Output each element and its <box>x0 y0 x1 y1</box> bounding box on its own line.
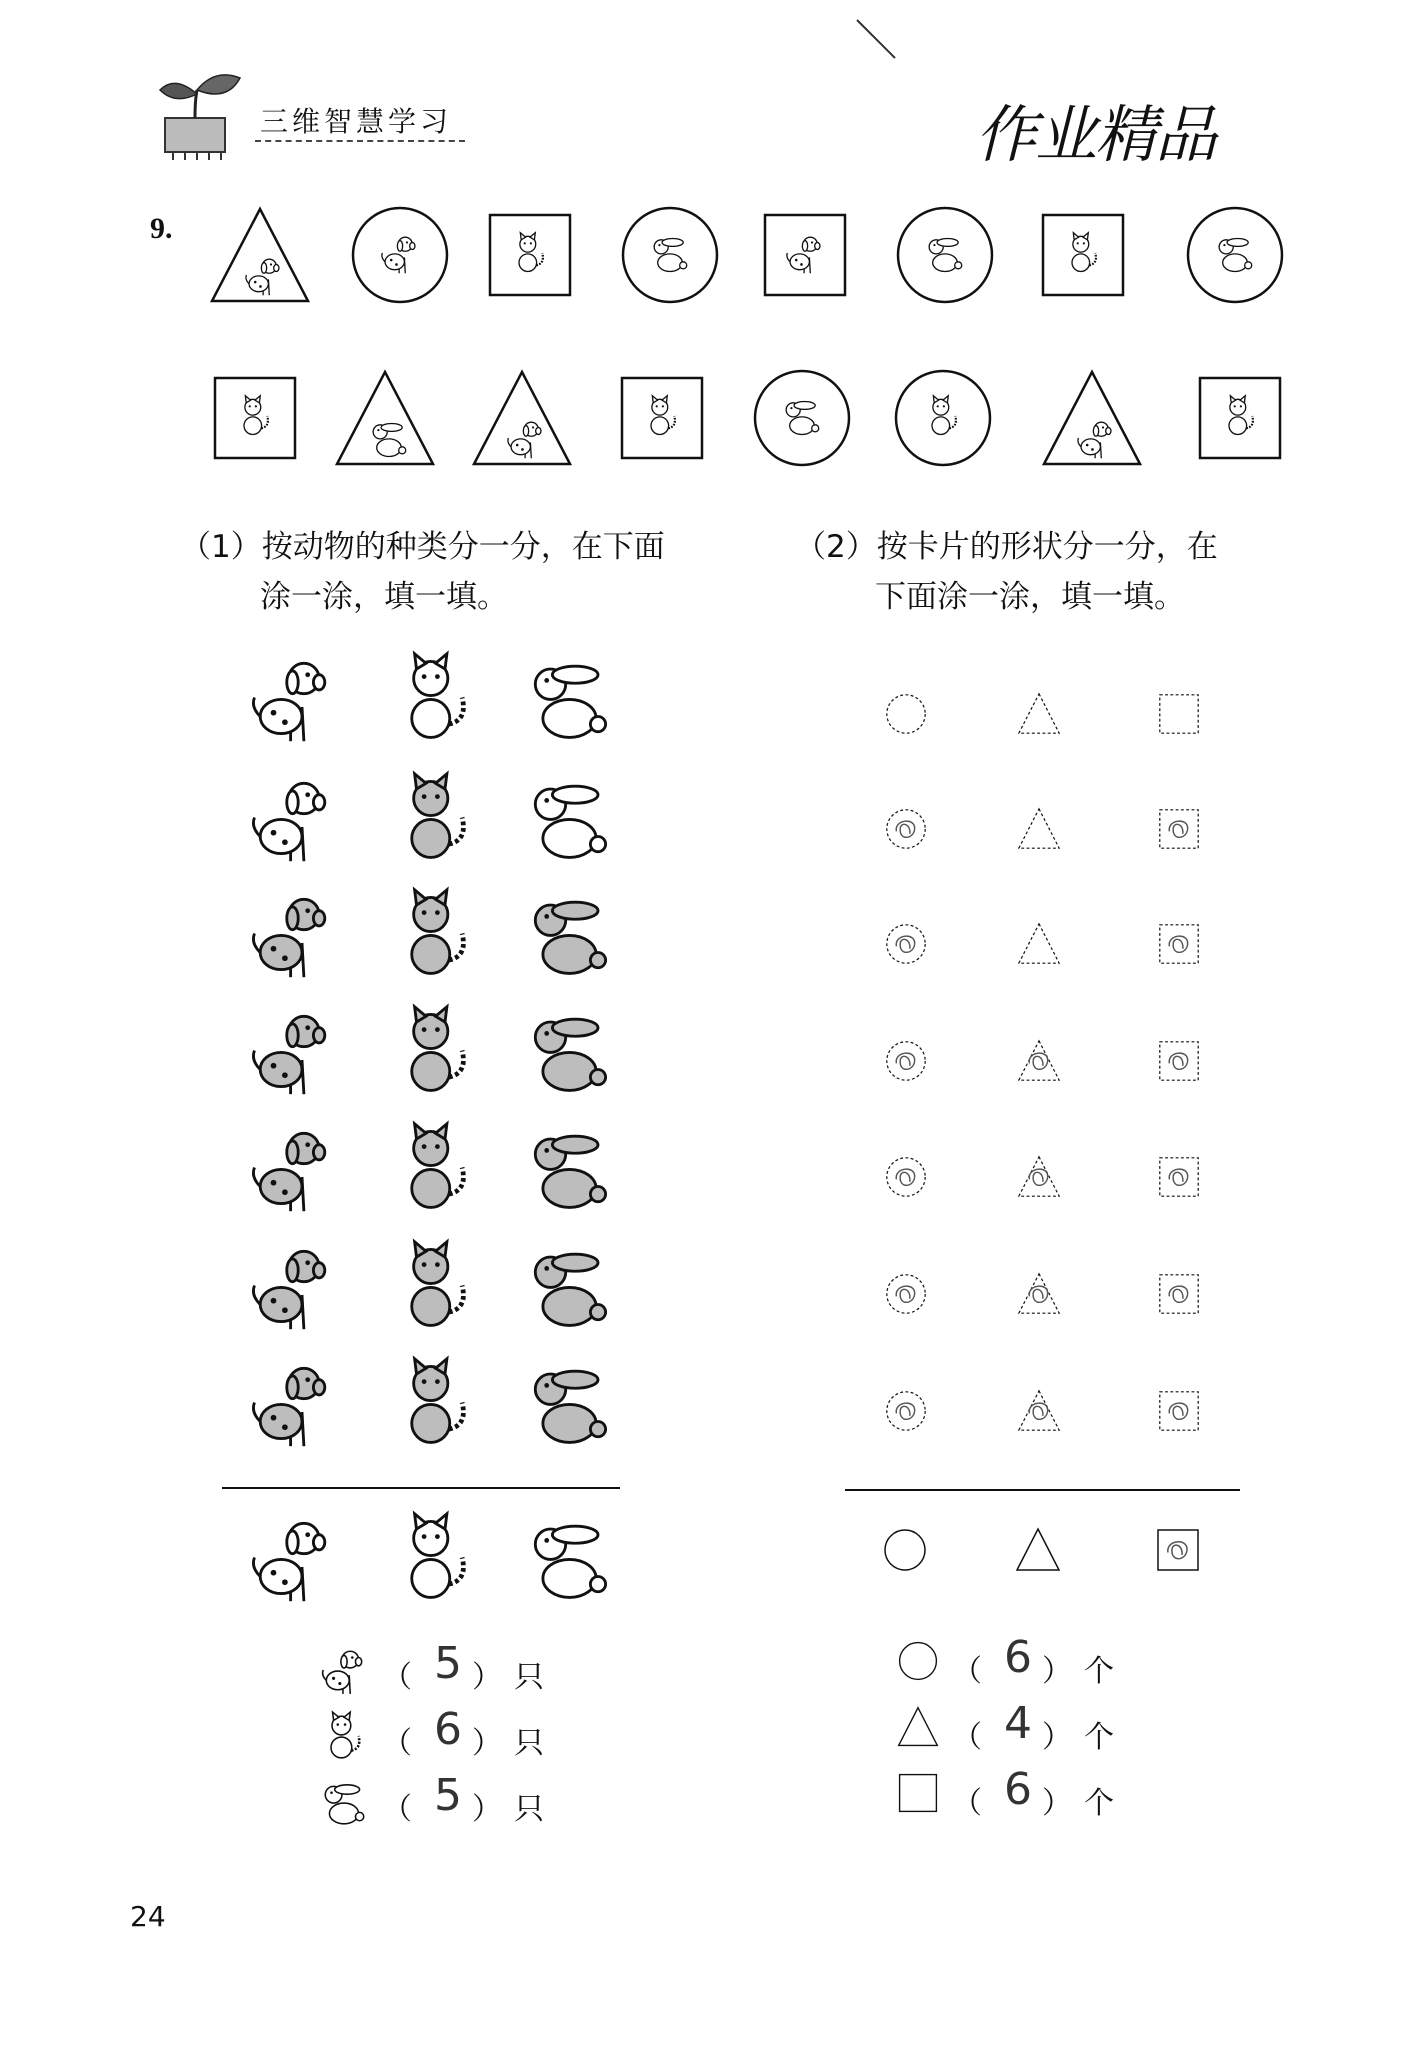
card-square-dog <box>755 205 855 305</box>
answer-unit: 个 <box>1084 1786 1114 1821</box>
answer-paren-close: ） <box>1042 1720 1072 1755</box>
answer-value: 4 <box>1004 1698 1032 1749</box>
card-circle-rabbit <box>895 205 995 305</box>
sprout-chip-logo <box>155 70 250 160</box>
label-triangle-icon <box>1013 1525 1063 1575</box>
grid-square-icon <box>1155 1387 1203 1435</box>
handwritten-signature: 作业精品 <box>975 98 1216 171</box>
answer-unit: 只 <box>514 1792 544 1827</box>
card-circle-cat <box>893 368 993 468</box>
answer-paren-close: ） <box>1042 1654 1072 1689</box>
grid-dog-icon <box>245 650 340 745</box>
answer-value: 5 <box>434 1770 462 1821</box>
answer-paren-close: ） <box>1042 1786 1072 1821</box>
grid-dog-icon <box>245 770 340 865</box>
part2-line2: 下面涂一涂，填一填。 <box>875 579 1185 615</box>
answer-cat-icon <box>318 1710 370 1762</box>
shape-grid-baseline <box>845 1489 1240 1491</box>
label-cat-icon <box>388 1510 483 1605</box>
answer-unit: 只 <box>514 1726 544 1761</box>
part2-instruction <box>795 522 1218 622</box>
card-circle-rabbit <box>620 205 720 305</box>
grid-circle-icon <box>882 690 930 738</box>
label-circle-icon <box>880 1525 930 1575</box>
grid-dog-icon <box>245 1120 340 1215</box>
card-circle-rabbit <box>752 368 852 468</box>
answer-triangle-icon <box>895 1704 941 1750</box>
card-square-cat <box>1033 205 1133 305</box>
grid-circle-icon <box>882 1153 930 1201</box>
grid-cat-icon <box>388 886 483 981</box>
grid-circle-icon <box>882 1037 930 1085</box>
grid-triangle-icon <box>1015 1037 1063 1085</box>
grid-rabbit-icon <box>522 1120 617 1215</box>
question-number: 9. <box>150 212 173 245</box>
grid-square-icon <box>1155 1037 1203 1085</box>
grid-dog-icon <box>245 1003 340 1098</box>
answer-paren-open: （ <box>952 1786 982 1821</box>
card-triangle-dog <box>200 205 320 305</box>
answer-value: 5 <box>434 1638 462 1689</box>
grid-triangle-icon <box>1015 920 1063 968</box>
part2-line1: （2）按卡片的形状分一分，在 <box>795 529 1218 565</box>
animal-grid-baseline <box>222 1487 620 1489</box>
grid-rabbit-icon <box>522 886 617 981</box>
grid-circle-icon <box>882 805 930 853</box>
card-square-cat <box>1190 368 1290 468</box>
card-circle-dog <box>350 205 450 305</box>
answer-circle-icon <box>895 1638 941 1684</box>
answer-rabbit-icon <box>318 1776 370 1828</box>
grid-dog-icon <box>245 1238 340 1333</box>
label-rabbit-icon <box>522 1510 617 1605</box>
answer-square-icon <box>895 1770 941 1816</box>
answer-unit: 个 <box>1084 1654 1114 1689</box>
answer-paren-open: （ <box>382 1792 412 1827</box>
card-square-cat <box>612 368 712 468</box>
answer-paren-open: （ <box>952 1654 982 1689</box>
grid-circle-icon <box>882 920 930 968</box>
grid-cat-icon <box>388 1120 483 1215</box>
grid-dog-icon <box>245 886 340 981</box>
grid-rabbit-icon <box>522 770 617 865</box>
header-divider <box>255 140 465 142</box>
card-square-cat <box>480 205 580 305</box>
part1-line1: （1）按动物的种类分一分，在下面 <box>180 529 665 565</box>
grid-dog-icon <box>245 1355 340 1450</box>
answer-unit: 只 <box>514 1660 544 1695</box>
grid-rabbit-icon <box>522 1003 617 1098</box>
answer-paren-open: （ <box>382 1660 412 1695</box>
answer-paren-close: ） <box>472 1660 502 1695</box>
grid-triangle-icon <box>1015 1387 1063 1435</box>
grid-cat-icon <box>388 1238 483 1333</box>
grid-cat-icon <box>388 650 483 745</box>
grid-square-icon <box>1155 805 1203 853</box>
grid-triangle-icon <box>1015 690 1063 738</box>
grid-rabbit-icon <box>522 1355 617 1450</box>
grid-cat-icon <box>388 1355 483 1450</box>
pen-stroke <box>855 18 905 68</box>
grid-rabbit-icon <box>522 1238 617 1333</box>
grid-cat-icon <box>388 770 483 865</box>
label-square-icon <box>1153 1525 1203 1575</box>
answer-dog-icon <box>318 1644 370 1696</box>
grid-rabbit-icon <box>522 650 617 745</box>
grid-triangle-icon <box>1015 1270 1063 1318</box>
answer-unit: 个 <box>1084 1720 1114 1755</box>
header-title: 三维智慧学习 <box>260 105 453 138</box>
answer-paren-open: （ <box>382 1726 412 1761</box>
answer-paren-close: ） <box>472 1792 502 1827</box>
answer-paren-open: （ <box>952 1720 982 1755</box>
grid-circle-icon <box>882 1270 930 1318</box>
card-circle-rabbit <box>1185 205 1285 305</box>
grid-square-icon <box>1155 920 1203 968</box>
label-dog-icon <box>245 1510 340 1605</box>
grid-square-icon <box>1155 1270 1203 1318</box>
card-triangle-rabbit <box>325 368 445 468</box>
grid-square-icon <box>1155 1153 1203 1201</box>
grid-circle-icon <box>882 1387 930 1435</box>
grid-triangle-icon <box>1015 1153 1063 1201</box>
answer-value: 6 <box>434 1704 462 1755</box>
part1-instruction <box>180 522 665 622</box>
card-square-cat <box>205 368 305 468</box>
grid-triangle-icon <box>1015 805 1063 853</box>
part1-line2: 涂一涂，填一填。 <box>260 579 508 615</box>
page-number: 24 <box>130 1900 166 1933</box>
grid-cat-icon <box>388 1003 483 1098</box>
card-triangle-dog <box>462 368 582 468</box>
grid-square-icon <box>1155 690 1203 738</box>
answer-value: 6 <box>1004 1764 1032 1815</box>
answer-paren-close: ） <box>472 1726 502 1761</box>
answer-value: 6 <box>1004 1632 1032 1683</box>
card-triangle-dog <box>1032 368 1152 468</box>
